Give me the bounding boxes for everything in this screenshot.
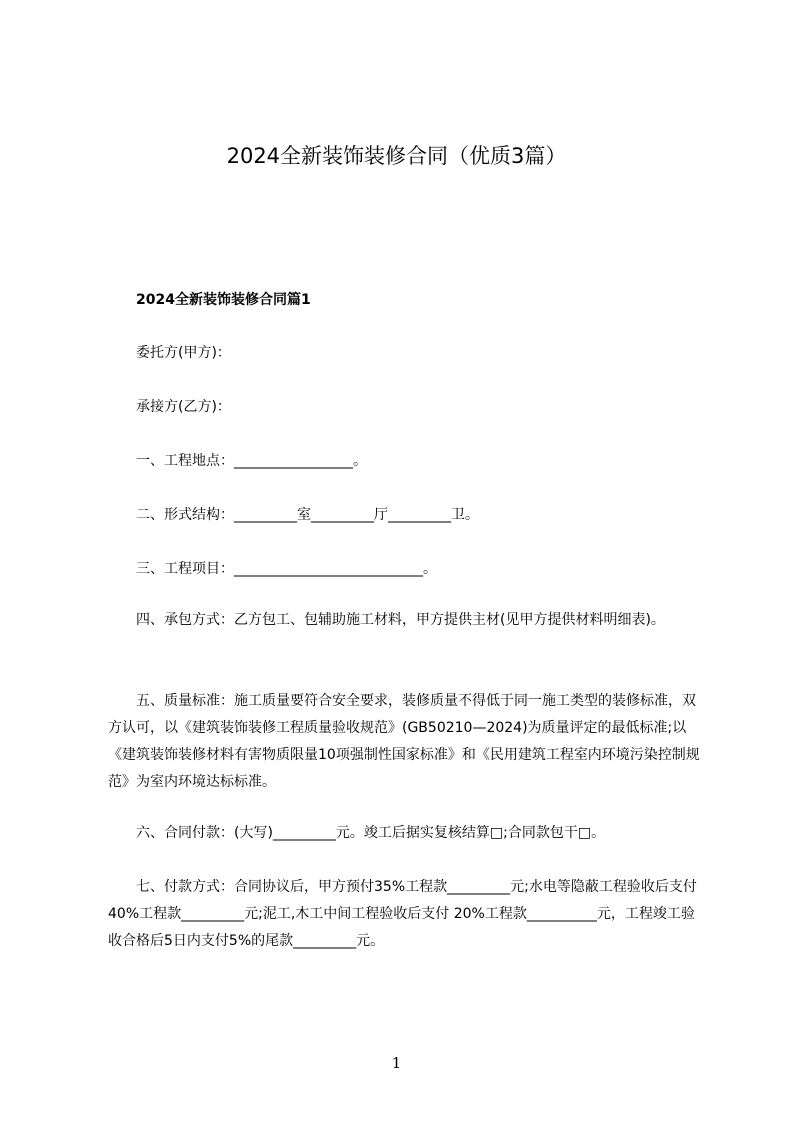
document-title: 2024全新装饰装修合同（优质3篇） <box>226 144 567 168</box>
party-b-line: 承接方(乙方)： <box>136 399 231 415</box>
clause-5-quality-standard: 五、质量标准：施工质量要符合安全要求，装修质量不得低于同一施工类型的装修标准，双方认可，以《建筑装饰装修工程质量验收规范》(GB50210—2024)为质量评定的最低标准;以《建筑装饰装修材料有害物质限量10项强制性国家标准》和《民用建筑工程室内环境污染控制规范》为室内环境达标标准。 <box>108 693 700 790</box>
clause-2-structure: 二、形式结构：_________室_________厅_________卫。 <box>136 507 479 523</box>
section-heading: 2024全新装饰装修合同篇1 <box>136 292 311 308</box>
clause-1-location: 一、工程地点：_________________。 <box>136 453 367 469</box>
clause-6-contract-payment: 六、合同付款：(大写)_________元。竣工后据实复核结算□;合同款包干□。 <box>136 825 606 841</box>
page-number: 1 <box>391 1054 402 1072</box>
clause-7-payment-method: 七、付款方式：合同协议后，甲方预付35%工程款_________元;水电等隐蔽工程验收后支付40%工程款_________元;泥工,木工中间工程验收后支付 20%工程款__________元，工程竣工验收合格后5日内支付5%的尾款_________元。 <box>108 879 697 949</box>
clause-3-project: 三、工程项目：___________________________。 <box>136 561 437 577</box>
party-a-line: 委托方(甲方)： <box>136 345 231 361</box>
clause-4-contract-method: 四、承包方式：乙方包工、包辅助施工材料，甲方提供主材(见甲方提供材料明细表)。 <box>136 612 665 628</box>
